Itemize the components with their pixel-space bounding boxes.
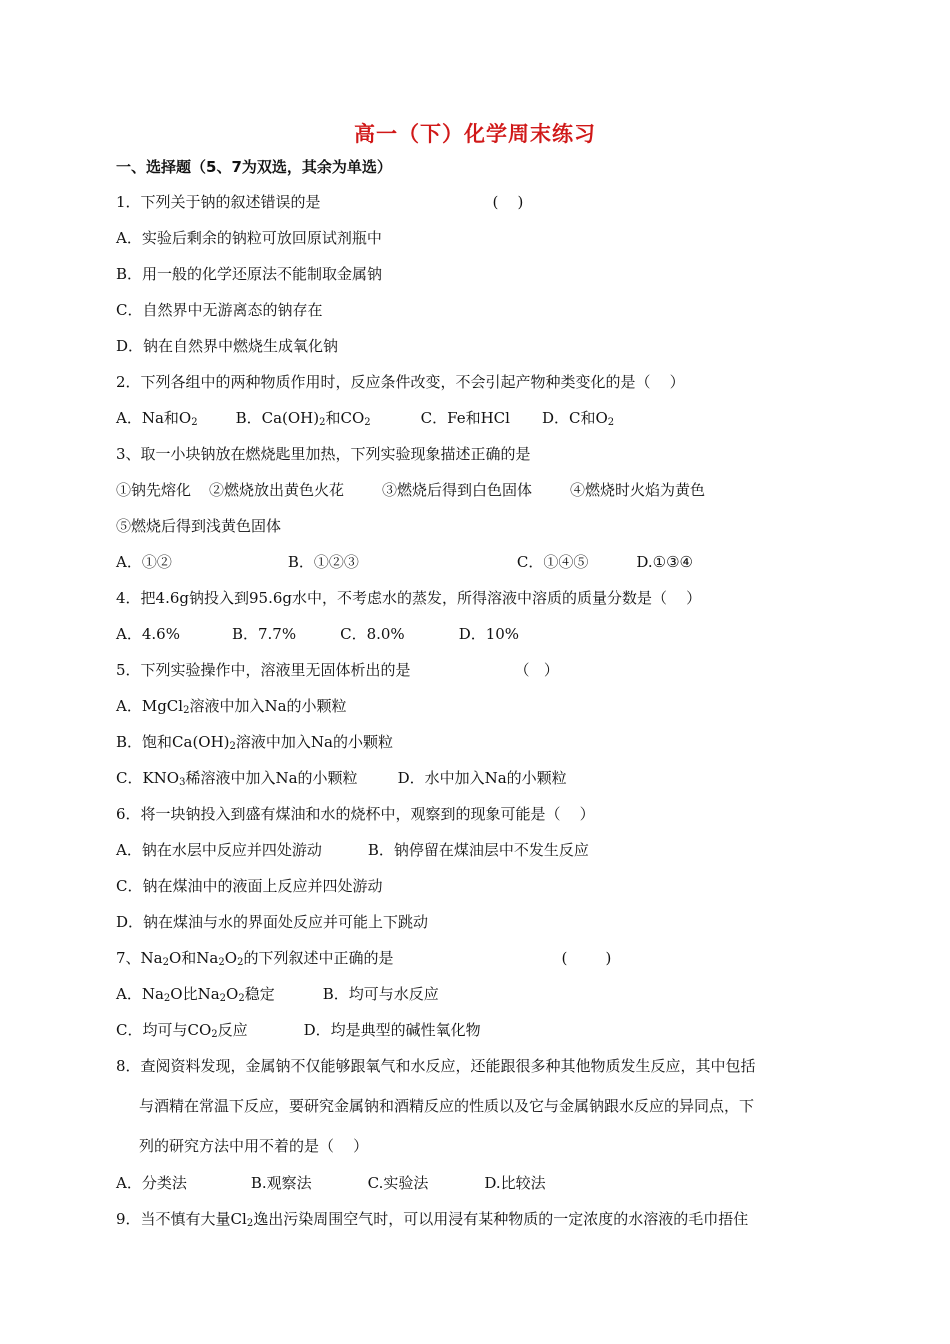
- question-5-option-b: B．饱和$Ca(OH)_2$溶液中加入Na的小颗粒: [116, 733, 393, 752]
- question-7-options-ab: A．$Na_2O$比$Na_2O_2$稳定 B．均可与水反应: [116, 985, 439, 1004]
- question-7-options-cd: C．均可与$CO_2$反应 D．均是典型的碱性氧化物: [116, 1021, 481, 1040]
- question-2-option-b: B．$Ca(OH)_2$和$CO_2$: [235, 409, 371, 428]
- answer-bracket: ( ): [492, 193, 524, 211]
- question-2-option-a: A．Na和$O_2$: [116, 409, 198, 428]
- question-3-stem: 3、取一小块钠放在燃烧匙里加热，下列实验现象描述正确的是: [116, 445, 531, 463]
- question-9-stem-line-1: 9．当不慎有大量$Cl_2$逸出污染周围空气时，可以用浸有某种物质的一定浓度的水溶液的毛巾捂住: [116, 1210, 749, 1229]
- question-8-stem-line-2: 与酒精在常温下反应，要研究金属钠和酒精反应的性质以及它与金属钠跟水反应的异同点，下: [139, 1097, 755, 1115]
- question-2-stem: 2．下列各组中的两种物质作用时，反应条件改变，不会引起产物种类变化的是（ ）: [116, 373, 685, 391]
- question-6-stem: 6．将一块钠投入到盛有煤油和水的烧杯中，观察到的现象可能是（ ）: [116, 805, 595, 823]
- answer-bracket: ( ): [561, 949, 612, 967]
- page-title: 高一（下）化学周末练习: [354, 122, 596, 146]
- question-1-option-d: D．钠在自然界中燃烧生成氧化钠: [116, 337, 339, 355]
- question-1-option-b: B．用一般的化学还原法不能制取金属钠: [116, 265, 383, 283]
- question-2-option-c: C．Fe和HCl: [420, 409, 510, 427]
- question-5-stem: 5．下列实验操作中，溶液里无固体析出的是 （ ）: [116, 661, 559, 679]
- question-8-options: A．分类法 B.观察法 C.实验法 D.比较法: [116, 1174, 546, 1192]
- question-6-option-c: C．钠在煤油中的液面上反应并四处游动: [116, 877, 383, 895]
- answer-bracket: （ ）: [514, 661, 559, 679]
- question-1-stem: 1．下列关于钠的叙述错误的是 ( ): [116, 193, 524, 211]
- question-3-statements: ①钠先熔化 ②燃烧放出黄色火花 ③燃烧后得到白色固体 ④燃烧时火焰为黄色: [116, 481, 706, 499]
- question-4-options: A．4.6% B．7.7% C．8.0% D．10%: [116, 625, 520, 643]
- question-2-option-d: D．C和$O_2$: [541, 409, 615, 428]
- question-6-options-ab: A．钠在水层中反应并四处游动 B．钠停留在煤油层中不发生反应: [116, 841, 589, 859]
- question-3-statement-5: ⑤燃烧后得到浅黄色固体: [116, 517, 282, 535]
- question-8-stem-line-1: 8．查阅资料发现，金属钠不仅能够跟氧气和水反应，还能跟很多种其他物质发生反应，其中包括: [116, 1057, 756, 1075]
- question-1-option-c: C．自然界中无游离态的钠存在: [116, 301, 323, 319]
- question-8-stem-line-3: 列的研究方法中用不着的是（ ）: [139, 1137, 369, 1155]
- question-1-option-a: A．实验后剩余的钠粒可放回原试剂瓶中: [116, 229, 382, 247]
- question-5-options-cd: C．$KNO_3$稀溶液中加入Na的小颗粒 D．水中加入Na的小颗粒: [116, 769, 567, 788]
- question-7-stem: 7、$Na_2O$和$Na_2O_2$的下列叙述中正确的是 ( ): [116, 949, 612, 968]
- question-4-stem: 4．把4.6g钠投入到95.6g水中，不考虑水的蒸发，所得溶液中溶质的质量分数是（ ）: [116, 589, 702, 607]
- question-6-option-d: D．钠在煤油与水的界面处反应并可能上下跳动: [116, 913, 429, 931]
- question-2-options: [116, 408, 614, 428]
- section-heading: 一、选择题（5、7为双选，其余为单选）: [116, 158, 392, 176]
- question-3-options: A．①② B．①②③ C．①④⑤ D.①③④: [116, 553, 693, 571]
- question-5-option-a: A．MgCl$_2$溶液中加入Na的小颗粒: [116, 697, 347, 716]
